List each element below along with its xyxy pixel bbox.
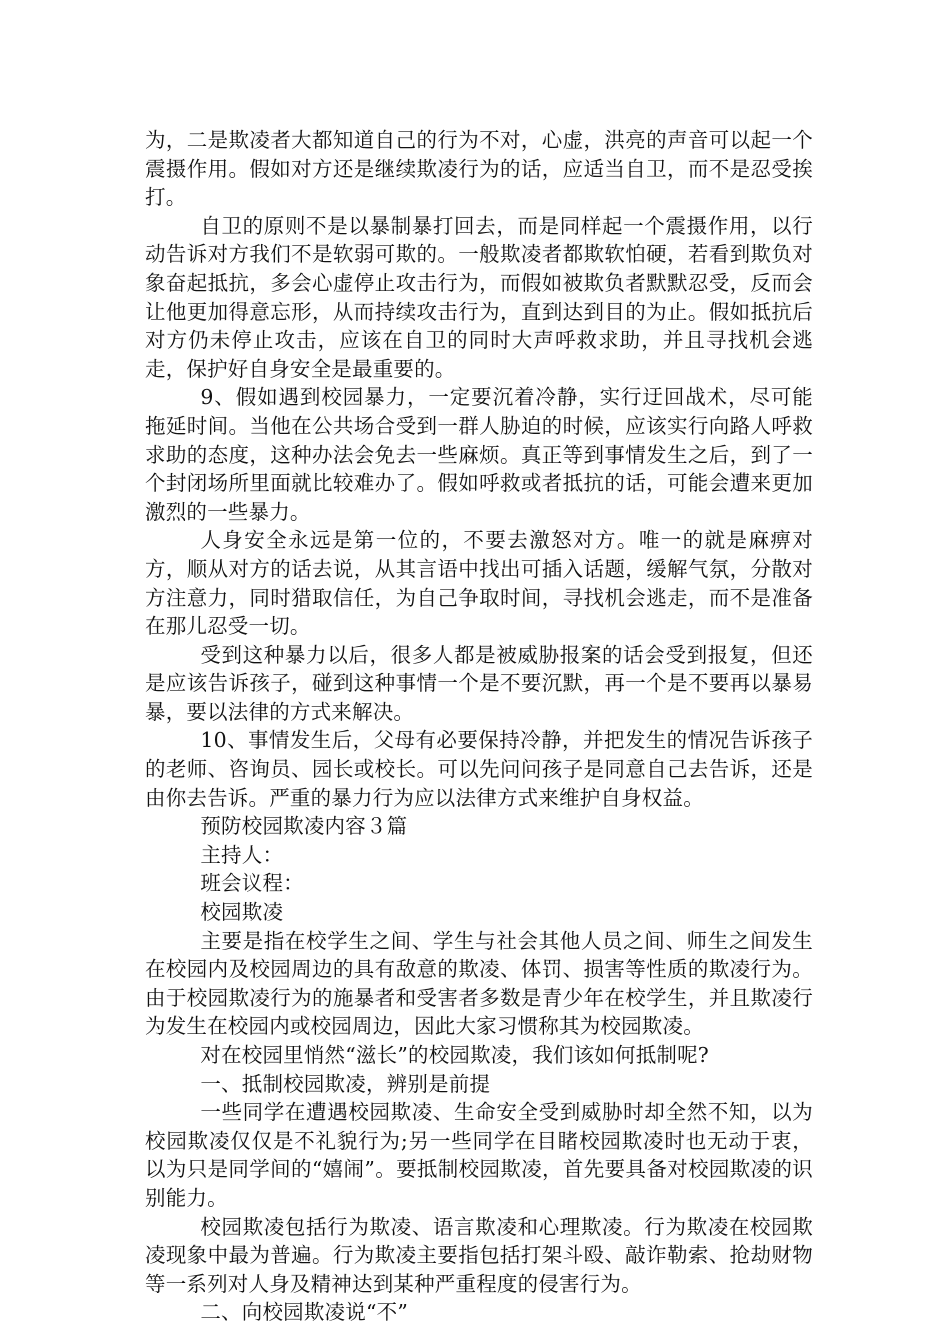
paragraph-5: 受到这种暴力以后，很多人都是被威胁报案的话会受到报复，但还是应该告诉孩子，碰到这种事情一个是不要沉默，再一个是不要再以暴易暴，要以法律的方式来解决。 <box>145 642 813 724</box>
topic-heading: 校园欺凌 <box>200 900 284 925</box>
paragraph-types: 校园欺凌包括行为欺凌、语言欺凌和心理欺凌。行为欺凌在校园欺凌现象中最为普遍。行为欺凌主要指包括打架斗殴、敲诈勒索、抢劫财物等一系列对人身及精神达到某种严重程度的侵害行为。 <box>145 1214 813 1296</box>
paragraph-6: 10、事情发生后，父母有必要保持冷静，并把发生的情况告诉孩子的老师、咨询员、园长或校长。可以先问问孩子是同意自己去告诉，还是由你去告诉。严重的暴力行为应以法律方式来维护自身权益。 <box>145 728 813 810</box>
section-title: 预防校园欺凌内容３篇 <box>200 814 408 839</box>
paragraph-1: 为，二是欺凌者大都知道自己的行为不对，心虚，洪亮的声音可以起一个震摄作用。假如对方还是继续欺凌行为的话，应适当自卫，而不是忍受挨打。 <box>145 128 813 210</box>
paragraph-3: 9、假如遇到校园暴力，一定要沉着冷静，实行迂回战术，尽可能拖延时间。当他在公共场合受到一群人胁迫的时候，应该实行向路人呼救求助的态度，这种办法会免去一些麻烦。真正等到事情发生之后，到了一个封闭场所里面就比较难办了。假如呼救或者抵抗的话，可能会遭来更加激烈的一些暴力。 <box>145 385 813 524</box>
heading-one: 一、抵制校园欺凌，辨别是前提 <box>200 1071 491 1096</box>
heading-two: 二、向校园欺凌说“不” <box>200 1300 409 1325</box>
paragraph-definition: 主要是指在校学生之间、学生与社会其他人员之间、师生之间发生在校园内及校园周边的具有敌意的欺凌、体罚、损害等性质的欺凌行为。由于校园欺凌行为的施暴者和受害者多数是青少年在校学生，并且欺凌行为发生在校园内或校园周边，因此大家习惯称其为校园欺凌。 <box>145 928 813 1039</box>
paragraph-recognition: 一些同学在遭遇校园欺凌、生命安全受到威胁时却全然不知，以为校园欺凌仅仅是不礼貌行为;另一些同学在目睹校园欺凌时也无动于衷，以为只是同学间的“嬉闹”。要抵制校园欺凌，首先要具备对校园欺凌的识别能力。 <box>145 1100 813 1210</box>
host-line: 主持人： <box>200 842 284 867</box>
agenda-line: 班会议程： <box>200 871 304 896</box>
document-body <box>145 126 813 1327</box>
paragraph-4: 人身安全永远是第一位的，不要去激怒对方。唯一的就是麻痹对方，顺从对方的话去说，从其言语中找出可插入话题，缓解气氛，分散对方注意力，同时猎取信任，为自己争取时间，寻找机会逃走，而不是准备在那儿忍受一切。 <box>145 528 813 639</box>
question-line: 对在校园里悄然“滋长”的校园欺凌，我们该如何抵制呢? <box>200 1043 709 1067</box>
paragraph-2: 自卫的原则不是以暴制暴打回去，而是同样起一个震摄作用，以行动告诉对方我们不是软弱可欺的。一般欺凌者都欺软怕硬，若看到欺负对象奋起抵抗，多会心虚停止攻击行为，而假如被欺负者默默忍受，反而会让他更加得意忘形，从而持续攻击行为，直到达到目的为止。假如抵抗后对方仍未停止攻击，应该在自卫的同时大声呼救求助，并且寻找机会逃走，保护好自身安全是最重要的。 <box>145 213 813 381</box>
